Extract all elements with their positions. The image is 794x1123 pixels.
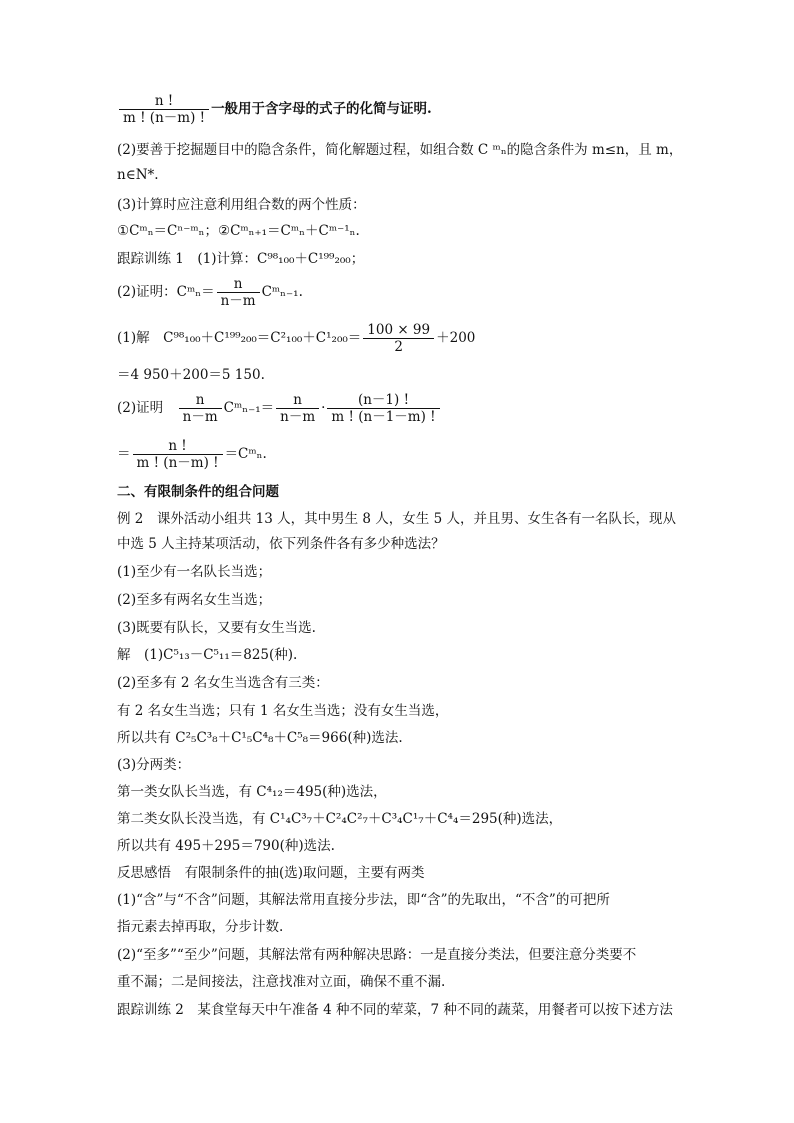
fraction: $\frac{n !}{m ! (n-m) !}$: [133, 438, 223, 471]
line-5: ①Cᵐₙ＝Cⁿ⁻ᵐₙ；②Cᵐₙ₊₁＝Cᵐₙ＋Cᵐ⁻¹ₙ.: [117, 223, 360, 239]
line-28: 指元素去掉再取，分步计数.: [117, 919, 284, 935]
line-10: (2)证明 $\frac{n}{n-m}$ Cᵐₙ₋₁＝ $\frac{n}{n-m}$ · $\frac{(n-1) !}{m ! (n-1-m) !}$: [117, 392, 442, 425]
line-2: (2)要善于挖掘题目中的隐含条件，简化解题过程，如组合数 C ᵐₙ的隐含条件为 m≤n，且 m，: [117, 142, 683, 158]
line-25: 所以共有 495＋295＝790(种)选法.: [117, 838, 335, 854]
line-8: (1)解 C⁹⁸₁₀₀＋C¹⁹⁹₂₀₀＝C²₁₀₀＋C¹₂₀₀＝ $\frac{100 \times 99}{2}$ ＋200: [117, 322, 476, 355]
line-30: 重不漏；二是间接法，注意找准对立面，确保不重不漏.: [117, 974, 446, 990]
line-20: 有 2 名女生当选；只有 1 名女生当选；没有女生当选，: [117, 703, 449, 719]
line-14: 中选 5 人主持某项活动，依下列条件各有多少种选法？: [117, 536, 445, 552]
line-21: 所以共有 C²₅C³₈＋C¹₅C⁴₈＋C⁵₈＝966(种)选法.: [117, 730, 403, 746]
line-4: (3)计算时应注意利用组合数的两个性质：: [117, 197, 366, 213]
line-26: 反思感悟 有限制条件的抽(选)取问题，主要有两类: [117, 865, 425, 881]
fraction: $\frac{n}{n-m}$: [179, 392, 222, 425]
fraction: $\frac{(n-1) !}{m ! (n-1-m) !}$: [327, 392, 439, 425]
line-9: ＝4 950＋200＝5 150.: [117, 367, 265, 383]
fraction: $\frac{n}{n-m}$: [276, 392, 319, 425]
line-11: ＝ $\frac{n !}{m ! (n-m) !}$ ＝Cᵐₙ.: [117, 438, 267, 471]
line-15: (1)至少有一名队长当选；: [117, 564, 272, 580]
line-24: 第二类女队长没当选，有 C¹₄C³₇＋C²₄C²₇＋C³₄C¹₇＋C⁴₄＝295(种)选法，: [117, 811, 563, 827]
line-27: (1)“含”与“不含”问题，其解法常用直接分步法，即“含”的先取出，“不含”的可把所: [117, 892, 610, 908]
line-23: 第一类女队长当选，有 C⁴₁₂＝495(种)选法，: [117, 784, 387, 800]
line-6: 跟踪训练 1 (1)计算：C⁹⁸₁₀₀＋C¹⁹⁹₂₀₀；: [117, 251, 365, 267]
line-22: (3)分两类：: [117, 757, 191, 773]
line-19: (2)至多有 2 名女生当选含有三类：: [117, 675, 329, 691]
fraction: $\frac{100 \times 99}{2}$: [363, 322, 434, 355]
line-17: (3)既要有队长，又要有女生当选.: [117, 620, 316, 636]
line-13: 例 2 课外活动小组共 13 人，其中男生 8 人，女生 5 人，并且男、女生各有一名队长，现从: [117, 511, 676, 527]
line-29: (2)“至多”“至少”问题，其解法常有两种解决思路：一是直接分类法，但要注意分类要不: [117, 947, 637, 963]
line-31: 跟踪训练 2 某食堂每天中午准备 4 种不同的荤菜，7 种不同的蔬菜，用餐者可以按下述方法: [117, 1002, 673, 1018]
line-16: (2)至多有两名女生当选；: [117, 592, 272, 608]
section-heading: 二、有限制条件的组合问题: [117, 484, 279, 500]
line-3: n∈N*.: [117, 167, 159, 183]
fraction: $\frac{n}{n-m}$: [217, 276, 260, 309]
line-18: 解 (1)C⁵₁₃－C⁵₁₁＝825(种).: [117, 647, 298, 663]
line-7: (2)证明：Cᵐₙ＝ $\frac{n}{n-m}$ Cᵐₙ₋₁.: [117, 276, 303, 309]
line-1: $\frac{n !}{m ! (n-m) !}$ 一般用于含字母的式子的化简与证明.: [117, 93, 432, 126]
fraction: $\frac{n !}{m ! (n-m) !}$: [119, 93, 209, 126]
